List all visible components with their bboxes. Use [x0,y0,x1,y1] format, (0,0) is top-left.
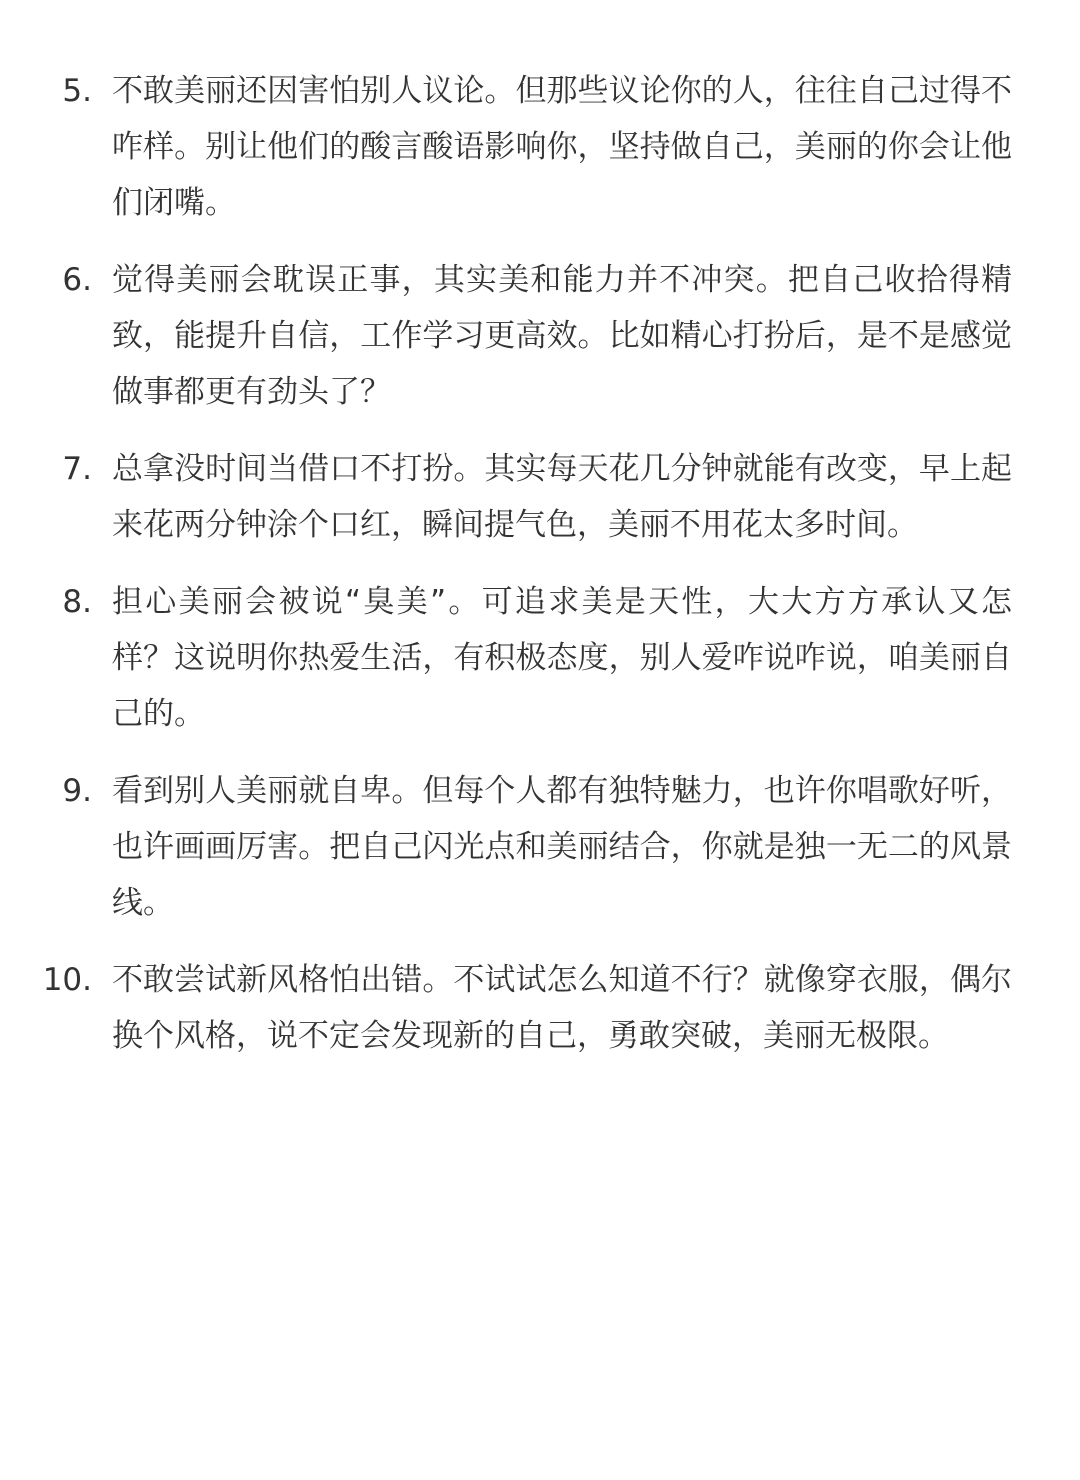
list-item [0,252,1080,420]
list-item-number: 8. [62,584,92,620]
list-item-number: 7. [62,451,92,487]
list-item-text: 看到别人美丽就自卑。但每个人都有独特魅力，也许你唱歌好听，也许画画厉害。把自己闪光点和美丽结合，你就是独一无二的风景线。 [112,773,1012,921]
list-item [0,63,1080,231]
list-item-text: 担心美丽会被说“臭美”。可追求美是天性，大大方方承认又怎样？这说明你热爱生活，有积极态度，别人爱咋说咋说，咱美丽自己的。 [112,584,1012,732]
list-item-text: 不敢尝试新风格怕出错。不试试怎么知道不行？就像穿衣服，偶尔换个风格，说不定会发现新的自己，勇敢突破，美丽无极限。 [112,962,1012,1054]
list-item-number: 10. [42,962,92,998]
list-item-text: 觉得美丽会耽误正事，其实美和能力并不冲突。把自己收拾得精致，能提升自信，工作学习更高效。比如精心打扮后，是不是感觉做事都更有劲头了？ [112,262,1012,410]
list-item-number: 9. [62,773,92,809]
article-body [0,63,1080,1085]
list-item [0,441,1080,553]
list-item-number: 5. [62,73,92,109]
list-item-text: 总拿没时间当借口不打扮。其实每天花几分钟就能有改变，早上起来花两分钟涂个口红，瞬间提气色，美丽不用花太多时间。 [112,451,1012,543]
list-item-number: 6. [62,262,92,298]
list-item [0,952,1080,1064]
list-item [0,574,1080,742]
list-item-text: 不敢美丽还因害怕别人议论。但那些议论你的人，往往自己过得不咋样。别让他们的酸言酸语影响你，坚持做自己，美丽的你会让他们闭嘴。 [112,73,1012,221]
list-item [0,763,1080,931]
